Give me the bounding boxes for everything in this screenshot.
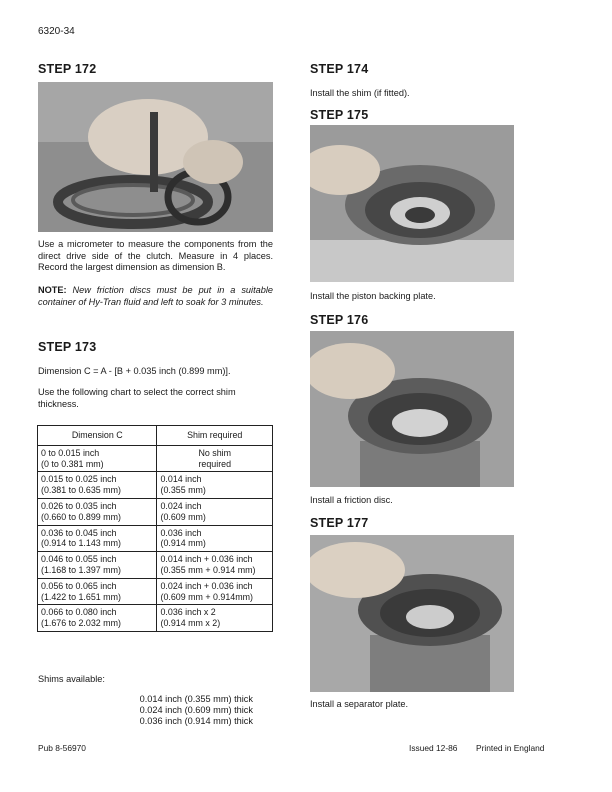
dimension-cell: 0.015 to 0.025 inch (0.381 to 0.635 mm) [38,472,157,499]
table-row [38,578,273,605]
dimension-cell: 0.046 to 0.055 inch (1.168 to 1.397 mm) [38,552,157,579]
step-176-caption: Install a friction disc. [310,495,393,505]
step-173-formula: Dimension C = A - [B + 0.035 inch (0.899 mm)]. [38,366,231,376]
step-177-photo [310,535,514,692]
shim-cell: 0.036 inch x 2 (0.914 mm x 2) [157,605,273,632]
step-173-title: STEP 173 [38,340,97,354]
dimension-cell: 0.056 to 0.065 inch (1.422 to 1.651 mm) [38,578,157,605]
shim-cell: 0.036 inch (0.914 mm) [157,525,273,552]
footer-issued: Issued 12-86 [409,743,458,753]
note-label: NOTE: [38,285,67,295]
table-row [38,498,273,525]
dimension-cell: 0.036 to 0.045 inch (0.914 to 1.143 mm) [38,525,157,552]
step-175-title: STEP 175 [310,108,369,122]
table-header-row [38,426,273,446]
note-text: New friction discs must be put in a suitable container of Hy-Tran fluid and left to soak for 3 minutes. [38,285,273,307]
shim-cell: 0.014 inch + 0.036 inch (0.355 mm + 0.914 mm) [157,552,273,579]
table-row [38,552,273,579]
page-code: 6320-34 [38,26,75,37]
shim-item: 0.036 inch (0.914 mm) thick [139,716,253,727]
footer-publication: Pub 8-56970 [38,743,86,753]
table-row [38,472,273,499]
step-174-text: Install the shim (if fitted). [310,88,410,98]
column-header: Dimension C [38,426,157,446]
step-176-photo [310,331,514,487]
shims-list [118,694,253,728]
footer-printed: Printed in England [476,743,545,753]
step-176-title: STEP 176 [310,313,369,327]
shim-table [37,425,273,632]
step-175-caption: Install the piston backing plate. [310,291,436,301]
step-172-note [38,285,273,308]
step-177-title: STEP 177 [310,516,369,530]
table-row [38,605,273,632]
step-172-photo [38,82,273,232]
shim-item: 0.024 inch (0.609 mm) thick [139,705,253,716]
shim-cell: 0.024 inch + 0.036 inch (0.609 mm + 0.914mm) [157,578,273,605]
step-172-text: Use a micrometer to measure the components from the direct drive side of the clutch. Measure in 4 places. Record the largest dimension as dimension B. [38,239,273,273]
table-row [38,525,273,552]
column-header: Shim required [157,426,273,446]
step-177-caption: Install a separator plate. [310,699,409,709]
step-174-title: STEP 174 [310,62,369,76]
dimension-cell: 0 to 0.015 inch (0 to 0.381 mm) [38,445,157,472]
shim-cell: 0.024 inch (0.609 mm) [157,498,273,525]
step-172-title: STEP 172 [38,62,97,76]
step-175-photo [310,125,514,282]
dimension-cell: 0.066 to 0.080 inch (1.676 to 2.032 mm) [38,605,157,632]
shims-available-label: Shims available: [38,674,105,684]
shim-cell: 0.014 inch (0.355 mm) [157,472,273,499]
shim-item: 0.014 inch (0.355 mm) thick [139,694,253,704]
dimension-cell: 0.026 to 0.035 inch (0.660 to 0.899 mm) [38,498,157,525]
shim-cell: No shim required [157,445,273,472]
step-173-instruction: Use the following chart to select the correct shim thickness. [38,387,236,409]
table-row [38,445,273,472]
